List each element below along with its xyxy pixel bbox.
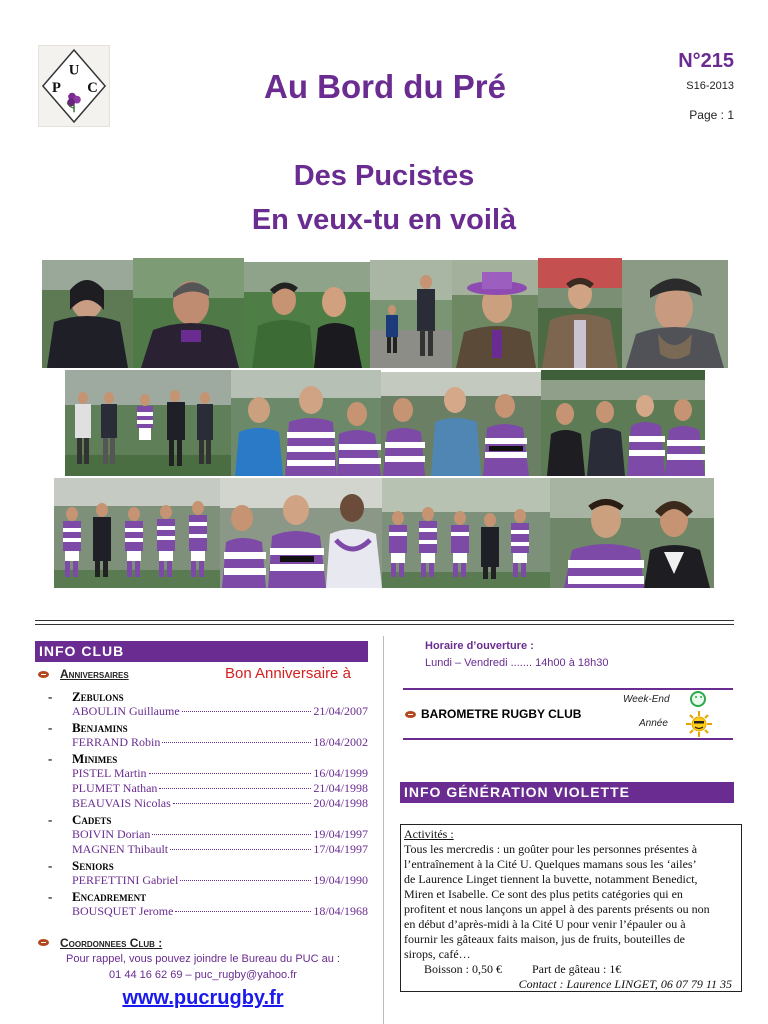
photo-players-close (220, 478, 382, 588)
logo-letter-p: P (52, 79, 61, 96)
photo-coach-hood (42, 260, 133, 368)
barometer-weekend-label: Week-End (623, 694, 670, 705)
photo-coach-grey-hair (133, 258, 244, 368)
birthday-entry (72, 766, 368, 781)
barometer-title: BAROMETRE RUGBY CLUB (421, 707, 582, 721)
headline-line-1: Des Pucistes (293, 160, 475, 192)
rugby-ball-icon (38, 671, 49, 678)
birthday-name: BEAUVAIS Nicolas (72, 796, 171, 810)
birthday-category: Zebulons (72, 689, 124, 704)
leader-dots (162, 742, 311, 743)
birthday-category: Seniors (72, 858, 114, 873)
category-dash: - (48, 858, 53, 873)
photo-team-sideline (65, 370, 231, 476)
birthday-name: FERRAND Robin (72, 735, 161, 749)
birthday-entry (72, 873, 368, 888)
birthday-entry (72, 796, 368, 811)
column-divider (383, 636, 384, 1024)
birthday-date: 19/04/1990 (313, 873, 368, 887)
section-divider-top (35, 620, 734, 621)
barometer-box (403, 688, 733, 740)
birthday-name: BOIVIN Dorian (72, 827, 151, 841)
leader-dots (175, 911, 311, 912)
birthday-category: Encadrement (72, 889, 147, 904)
headline-line-2: En veux-tu en voilà (251, 204, 517, 236)
photo-two-players-hug (550, 478, 714, 588)
activities-line: de Laurence Linget tiennent la buvette, notamment Benedict, (404, 872, 698, 886)
birthday-name: PISTEL Martin (72, 766, 147, 780)
photo-team-lineup (382, 478, 550, 588)
season-code: S16-2013 (686, 80, 734, 92)
birthday-name: BOUSQUET Jerome (72, 904, 174, 918)
leader-dots (152, 834, 311, 835)
activities-line: Tous les mercredis : un goûter pour les personnes présentes à (404, 842, 698, 856)
activities-line: l’entraînement à la Cité U. Quelques mamans sous les ‘ailes’ (404, 857, 697, 871)
photo-man-cap-scarf (622, 260, 728, 368)
birthday-category: Minimes (72, 751, 118, 766)
info-club-bar: INFO CLUB (35, 641, 368, 662)
category-dash: - (48, 889, 53, 904)
birthday-date: 18/04/1968 (313, 904, 368, 918)
category-dash: - (48, 689, 53, 704)
activities-label: Activités : (404, 827, 454, 841)
contacts-phone-email[interactable]: 01 44 16 62 69 – puc_rugby@yahoo.fr (109, 969, 297, 981)
birthday-date: 17/04/1997 (313, 842, 368, 856)
birthday-date: 16/04/1999 (313, 766, 368, 780)
page-number: Page : 1 (689, 108, 734, 122)
sun-icon (686, 711, 712, 737)
logo-letter-c: C (87, 79, 98, 96)
rugby-ball-icon (38, 939, 49, 946)
birthday-name: MAGNEN Thibault (72, 842, 169, 856)
leader-dots (170, 849, 311, 850)
club-website-link[interactable]: www.pucrugby.fr (122, 987, 284, 1009)
birthday-entry (72, 735, 368, 750)
birthday-category: Benjamins (72, 720, 128, 735)
activities-contact: Contact : Laurence LINGET, 06 07 79 11 35 (518, 977, 732, 991)
opening-hours-line: Lundi – Vendredi ....... 14h00 à 18h30 (425, 657, 609, 669)
photo-players-group-2 (381, 372, 541, 476)
barometer-year-label: Année (639, 718, 668, 729)
logo-letter-u: U (68, 62, 80, 79)
birthday-entry (72, 827, 368, 842)
photo-players-group-3 (541, 370, 705, 476)
photo-players-huddle (231, 370, 381, 476)
birthday-date: 20/04/1998 (313, 796, 368, 810)
activities-prices: Boisson : 0,50 € Part de gâteau : 1€ (424, 962, 622, 976)
activities-line: sirops, café… (404, 947, 471, 961)
leader-dots (173, 803, 312, 804)
photo-two-men-green (244, 262, 370, 368)
activities-line: en début d’après-midi à la Cité U pour venir l’épauler ou à (404, 917, 686, 931)
photo-man-purple-hat (452, 260, 538, 368)
photo-team-line (54, 478, 220, 588)
birthday-date: 21/04/1998 (313, 781, 368, 795)
category-dash: - (48, 751, 53, 766)
birthday-date: 21/04/2007 (313, 704, 368, 718)
club-logo (38, 45, 110, 127)
rugby-ball-icon (405, 711, 416, 718)
photo-man-blazer (538, 258, 622, 368)
smiley-icon (690, 691, 706, 707)
birthday-date: 18/04/2002 (313, 735, 368, 749)
activities-line: profitent et nous lançons un appel à des parents présents ou non (404, 902, 710, 916)
opening-hours-title: Horaire d’ouverture : (425, 640, 534, 652)
birthday-name: PLUMET Nathan (72, 781, 158, 795)
contacts-heading: Coordonnees Club : (60, 936, 163, 950)
birthday-entry (72, 704, 368, 719)
birthday-greeting: Bon Anniversaire à (225, 665, 351, 682)
issue-number: N°215 (678, 50, 734, 72)
leader-dots (149, 773, 312, 774)
birthday-entry (72, 781, 368, 796)
contacts-intro: Pour rappel, vous pouvez joindre le Bureau du PUC au : (66, 953, 340, 965)
photo-man-child (370, 260, 452, 368)
birthday-name: PERFETTINI Gabriel (72, 873, 179, 887)
activities-box (400, 824, 742, 992)
leader-dots (180, 880, 311, 881)
category-dash: - (48, 812, 53, 827)
birthday-entry (72, 904, 368, 919)
activities-text (404, 842, 738, 962)
birthday-category: Cadets (72, 812, 112, 827)
newsletter-title: Au Bord du Pré (263, 68, 506, 105)
category-dash: - (48, 720, 53, 735)
birthday-entry (72, 842, 368, 857)
leader-dots (182, 711, 312, 712)
activities-line: Miren et Isabelle. Ce sont des plus petits catégories qui en (404, 887, 683, 901)
photo-collage (40, 258, 730, 590)
birthdays-heading: Anniversaires (60, 667, 129, 681)
leader-dots (159, 788, 311, 789)
generation-violette-bar: INFO GÉNÉRATION VIOLETTE (400, 782, 734, 803)
birthday-name: ABOULIN Guillaume (72, 704, 180, 718)
section-divider-bottom (35, 624, 734, 625)
activities-line: fournir les gâteaux faits maison, jus de fruits, bouteilles de (404, 932, 685, 946)
birthday-date: 19/04/1997 (313, 827, 368, 841)
